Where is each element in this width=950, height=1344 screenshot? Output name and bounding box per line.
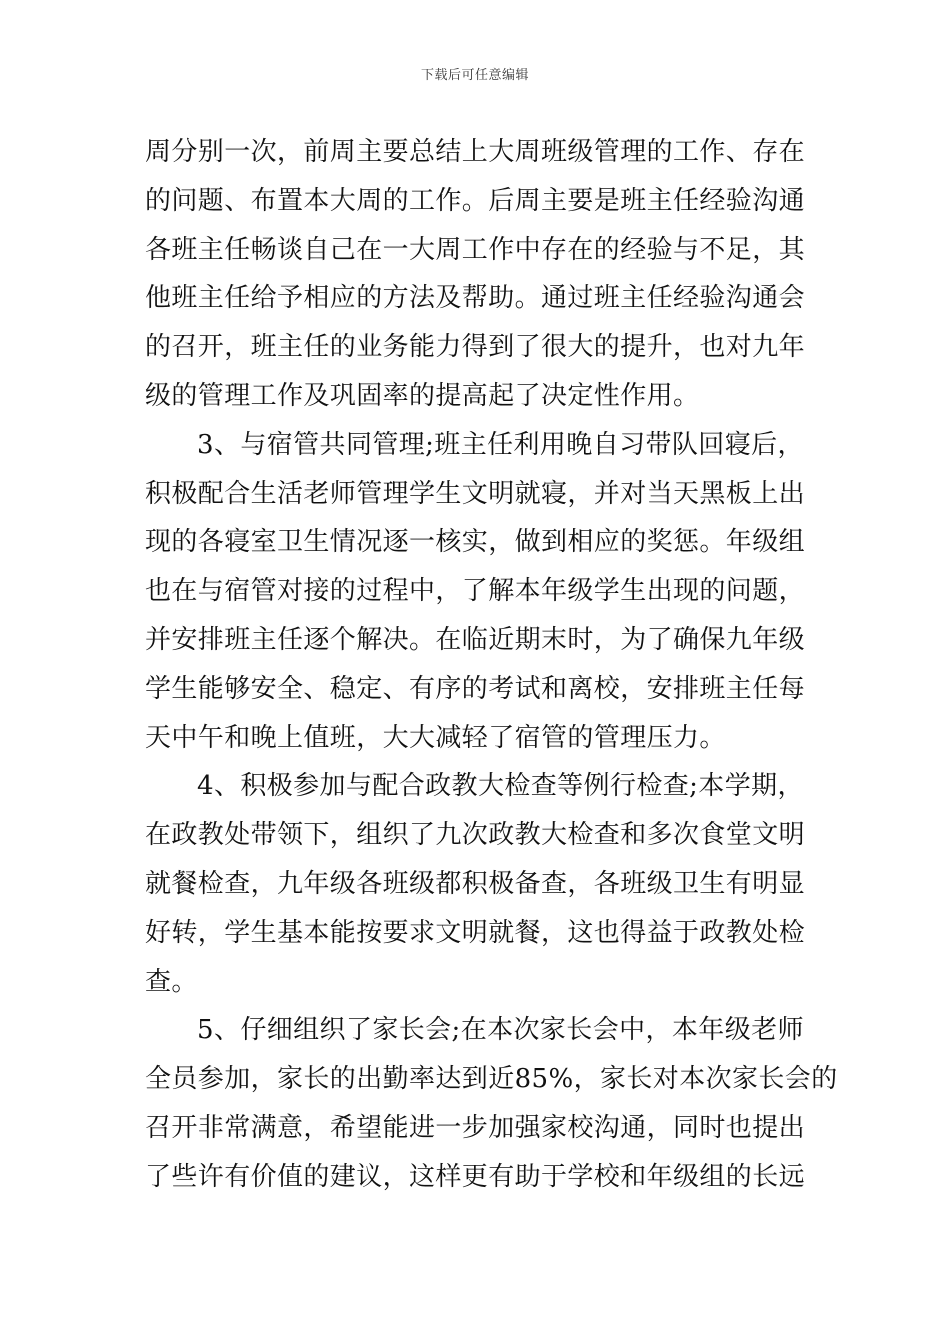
text-line: 好转，学生基本能按要求文明就餐，这也得益于政教处检: [145, 917, 806, 948]
paragraph: [145, 128, 805, 421]
text-line: 就餐检查，九年级各班级都积极备查，各班级卫生有明显: [145, 868, 806, 899]
text-line: 天中午和晚上值班，大大减轻了宿管的管理压力。: [145, 722, 726, 753]
text-line: 5、仔细组织了家长会;在本次家长会中，本年级老师: [197, 1015, 804, 1046]
text-line: 的问题、布置本大周的工作。后周主要是班主任经验沟通: [145, 185, 806, 216]
text-line: 召开非常满意，希望能进一步加强家校沟通，同时也提出: [145, 1112, 806, 1143]
text-line: 现的各寝室卫生情况逐一核实，做到相应的奖惩。年级组: [145, 527, 806, 558]
text-line: 也在与宿管对接的过程中，了解本年级学生出现的问题，: [145, 576, 806, 607]
text-line: 3、与宿管共同管理;班主任利用晚自习带队回寝后，: [197, 429, 804, 460]
paragraph: [145, 421, 805, 763]
text-line: 级的管理工作及巩固率的提高起了决定性作用。: [145, 380, 700, 411]
paragraph: [145, 762, 805, 1006]
text-line: 了些许有价值的建议，这样更有助于学校和年级组的长远: [145, 1161, 806, 1192]
text-line: 并安排班主任逐个解决。在临近期末时，为了确保九年级: [145, 624, 806, 655]
text-line: 查。: [145, 966, 198, 997]
text-line: 学生能够安全、稳定、有序的考试和离校，安排班主任每: [145, 673, 806, 704]
text-line: 4、积极参加与配合政教大检查等例行检查;本学期，: [197, 771, 804, 802]
text-line: 周分别一次，前周主要总结上大周班级管理的工作、存在: [145, 137, 806, 167]
text-line: 在政教处带领下，组织了九次政教大检查和多次食堂文明: [145, 820, 806, 851]
page-header: 下载后可任意编辑: [420, 68, 529, 83]
text-line: 的召开，班主任的业务能力得到了很大的提升，也对九年: [145, 332, 806, 363]
text-line: 积极配合生活老师管理学生文明就寝，并对当天黑板上出: [145, 478, 806, 509]
document-body: [145, 128, 838, 1202]
text-line: 他班主任给予相应的方法及帮助。通过班主任经验沟通会: [145, 283, 806, 314]
text-line: 全员参加，家长的出勤率达到近85%，家长对本次家长会的: [145, 1064, 838, 1095]
text-line: 各班主任畅谈自己在一大周工作中存在的经验与不足，其: [145, 234, 806, 265]
paragraph: [145, 1006, 838, 1201]
